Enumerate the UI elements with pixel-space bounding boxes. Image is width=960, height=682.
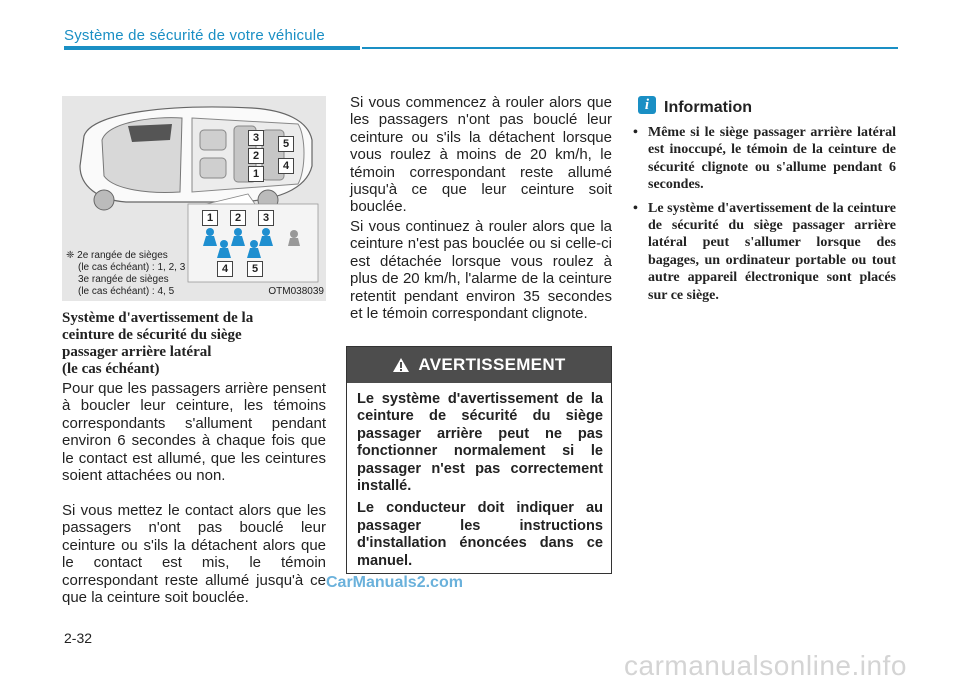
- footer-site-logo: carmanualsonline.info: [624, 650, 907, 681]
- seat-diagram-figure: [62, 96, 326, 301]
- inset-seat-number: 4: [217, 261, 233, 277]
- warning-text: Le système d'avertissement de la ceinture de sécurité du siège passager arrière peut ne pas fonctionner normalement si le passager n'est pas correctement installé.: [357, 391, 603, 495]
- info-list: [630, 124, 896, 310]
- inset-seat-number: 3: [258, 210, 274, 226]
- warning-title: AVERTISSEMENT: [418, 355, 566, 374]
- figure-code: OTM038039: [268, 286, 324, 297]
- header-rule-thin: [362, 47, 898, 49]
- seat-number-label: 1: [248, 166, 264, 182]
- figure-note-line: ❈ 2e rangée de sièges: [66, 250, 168, 261]
- warning-triangle-icon: [392, 357, 410, 373]
- inset-seat-number: 2: [230, 210, 246, 226]
- seat-number-label: 2: [248, 148, 264, 164]
- warning-body: [347, 383, 611, 570]
- inset-seat-number: 5: [247, 261, 263, 277]
- seat-number-label: 5: [278, 136, 294, 152]
- page-number: 2-32: [64, 630, 93, 646]
- section-heading: Système d'avertissement de la ceinture de sécurité du siège passager arrière latéral (le cas échéant): [62, 310, 254, 377]
- info-title: Information: [664, 99, 752, 116]
- seat-number-label: 3: [248, 130, 264, 146]
- body-paragraph: Si vous continuez à rouler alors que la ceinture n'est pas bouclée ou si celle-ci est détachée lorsque vous roulez à plus de 20 km/h, l'alarme de la ceinture retentit pendant environ 35 secondes et le témoin correspondant clignote.: [350, 218, 612, 323]
- watermark-link[interactable]: CarManuals2.com: [326, 574, 463, 591]
- body-paragraph: Si vous mettez le contact alors que les passagers n'ont pas bouclé leur ceinture ou s'ils la détachent alors que le contact est mis, le témoin correspondant reste allumé jusqu'à ce que la ceinture soit bouclée.: [62, 502, 326, 607]
- warning-header: [347, 347, 611, 383]
- info-item: • Même si le siège passager arrière latéral est inoccupé, le témoin de la ceinture de sécurité clignote ou s'allume pendant 6 secondes.: [630, 124, 896, 194]
- inset-seat-number: 1: [202, 210, 218, 226]
- body-paragraph: Pour que les passagers arrière pensent à boucler leur ceinture, les témoins correspondants s'allument pendant environ 6 secondes à chaque fois que le contact est allumé, que les ceintures soient attachées ou non.: [62, 380, 326, 485]
- figure-note-line: (le cas échéant) : 1, 2, 3: [78, 262, 186, 273]
- figure-note: [66, 250, 185, 298]
- warning-box: [346, 346, 612, 574]
- header-title: Système de sécurité de votre véhicule: [64, 27, 325, 44]
- warning-text: Le conducteur doit indiquer au passager les instructions d'installation énoncées dans ce manuel.: [357, 500, 603, 569]
- figure-note-line: 3e rangée de sièges: [78, 274, 169, 285]
- info-item: • Le système d'avertissement de la ceinture de sécurité du siège passager arrière latéral peut s'allumer lorsque des bagages, un ordinateur portable ou tout autre appareil électronique sont placés sur ce siège.: [630, 200, 896, 304]
- body-paragraph: Si vous commencez à rouler alors que les passagers n'ont pas bouclé leur ceinture ou s'ils la détachent lorsque vous roulez à moins de 20 km/h, le témoin correspondant reste allumé jusqu'à ce que leur ceinture soit bouclée.: [350, 94, 612, 216]
- header-rule-thick: [64, 46, 360, 50]
- seat-number-label: 4: [278, 158, 294, 174]
- figure-note-line: (le cas échéant) : 4, 5: [78, 286, 175, 297]
- info-icon: i: [638, 96, 656, 114]
